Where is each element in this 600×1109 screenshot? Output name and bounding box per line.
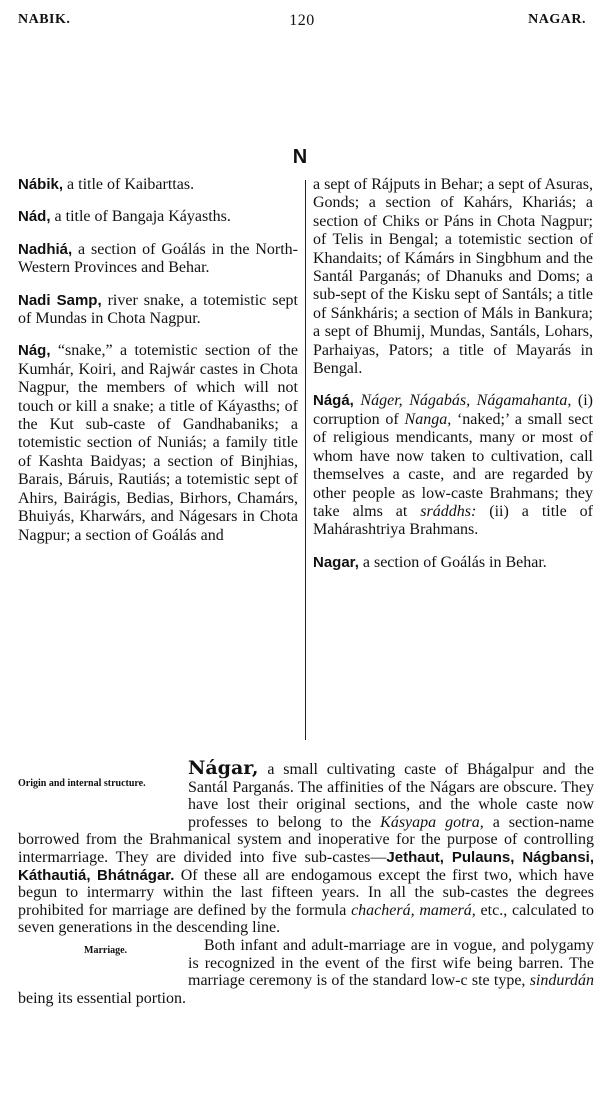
- entry-text: a title of Bangaja Káyasths.: [50, 208, 231, 226]
- paragraph-text: etc., calculated to seven generations in the descending line.: [18, 901, 595, 937]
- italic-term: chacherá, mamerá,: [351, 901, 476, 919]
- entry-nagar-section: [313, 554, 593, 572]
- headword: Nág,: [18, 342, 51, 360]
- headword: Nagar,: [313, 553, 359, 571]
- paragraph-text: a small cultivating caste of Bhágalpur and the Santál Parganás. The affinities of the Nágars are obscure. They have lost their original sections, and the whole caste now professes to belong to the: [188, 761, 594, 831]
- entry-naga: [313, 392, 593, 539]
- entry-text: a section of Goálás in Behar.: [358, 553, 547, 571]
- entry-nadhia: [18, 241, 298, 278]
- article-headword: Nágar,: [188, 757, 259, 779]
- paragraph-text: Both infant and adult-marriage are in vogue, and polygamy is recognized in the event of the first wife being barren. The marriage ceremony is of the standard low-c ste type,: [188, 936, 594, 990]
- paragraph-marriage: [18, 937, 594, 1007]
- paragraph-origin: [18, 757, 595, 937]
- entry-text: (i) corruption of: [313, 392, 594, 428]
- entry-nadi-samp: [18, 292, 298, 329]
- entry-text: a title of Kaibarttas.: [63, 176, 195, 193]
- headword: Nágá,: [313, 392, 354, 410]
- two-column-block: [18, 176, 594, 741]
- sub-caste-list: Jethaut, Pulauns, Nágbansi, Káthautiá, Bhátnágar.: [18, 848, 594, 884]
- right-column: [313, 176, 593, 586]
- header-right-word: NAGAR.: [528, 12, 586, 27]
- entry-nag-continued: a sept of Rájputs in Behar; a sept of Asuras, Gonds; a section of Kahárs, Khariás; a section of Chiks or Páns in Chota Nagpur; of Telis in Bengal; a totemistic section of Khandaits; of Kámárs in Singbhum and the Santál Parganás; of Dhanuks and Doms; a sub-sept of the Kisku sept of Santáls; a title of Sánkháris; a section of Máls in Bankura; a sept of Bhumij, Mundas, Santáls, Lohars, Parhaiyas, Pators; a title of Mayarás in Bengal.: [313, 176, 593, 378]
- alternate-names: Náger, Nágabás, Nágamahanta,: [353, 392, 572, 410]
- paragraph-text: Of these all are endogamous except the first two, which have begun to intermarry within the last fifteen years. In all the sub-castes the degrees prohibited for marriage are defined by the formula: [18, 866, 595, 919]
- main-article-nagar: [18, 757, 595, 1007]
- paragraph-text: a section-name borrowed from the Brahmanical system and inoperative for the purpose of controlling intermarriage. They are divided into five sub-castes—: [18, 813, 595, 866]
- entry-nabik: [18, 176, 298, 194]
- paragraph-text: being its essential portion.: [18, 989, 186, 1007]
- entry-nag: [18, 342, 298, 544]
- margin-note-origin: Origin and internal structure.: [18, 778, 146, 789]
- column-divider: [305, 180, 306, 740]
- section-letter: N: [292, 146, 308, 168]
- headword: Nadhiá,: [18, 240, 73, 258]
- italic-term: sráddhs:: [420, 502, 477, 520]
- headword: Nád,: [18, 208, 51, 226]
- entry-nad: [18, 208, 298, 226]
- page-number: 120: [289, 12, 315, 29]
- entry-text: “snake,” a totemistic section of the Kumhár, Koiri, and Rajwár castes in Chota Nagpur, the members of which will not touch or kill a snake; a title of Káyasths; of the Kut sub-caste of Gandhabaniks; a totemistic section of Nuniás; a family title of Kashta Baidyas; a section of Binjhias, Barais, Báruis, Rautiás; a totemistic sept of Ahirs, Bairágis, Bedias, Birhors, Chamárs, Bhuiyás, Kharwárs, and Nágesars in Chota Nagpur; a section of Goálás and: [18, 342, 298, 544]
- entry-text: river snake, a totemistic sept of Mundas in Chota Nagpur.: [18, 291, 299, 328]
- left-column: [18, 176, 298, 559]
- italic-term: Kásyapa gotra,: [380, 813, 484, 831]
- headword: Nadi Samp,: [18, 291, 102, 309]
- entry-text: ‘naked;’ a small sect of religious mendicants, many or most of whom have now taken to cultivation, call themselves a caste, and are regarded by other people as low-caste Brahmans; they take alms at: [313, 410, 593, 520]
- margin-note-marriage: Marriage.: [84, 944, 128, 956]
- entry-text: a section of Goálás in the North-Western Provinces and Behar.: [18, 240, 298, 277]
- running-head: [18, 12, 586, 34]
- italic-term: sindurdán: [529, 972, 594, 990]
- header-left-word: NABIK.: [18, 12, 71, 27]
- entry-text: (ii) a title of Mahárashtriya Brahmans.: [313, 502, 594, 539]
- headword: Nábik,: [18, 176, 64, 193]
- italic-term: Nanga,: [404, 410, 452, 428]
